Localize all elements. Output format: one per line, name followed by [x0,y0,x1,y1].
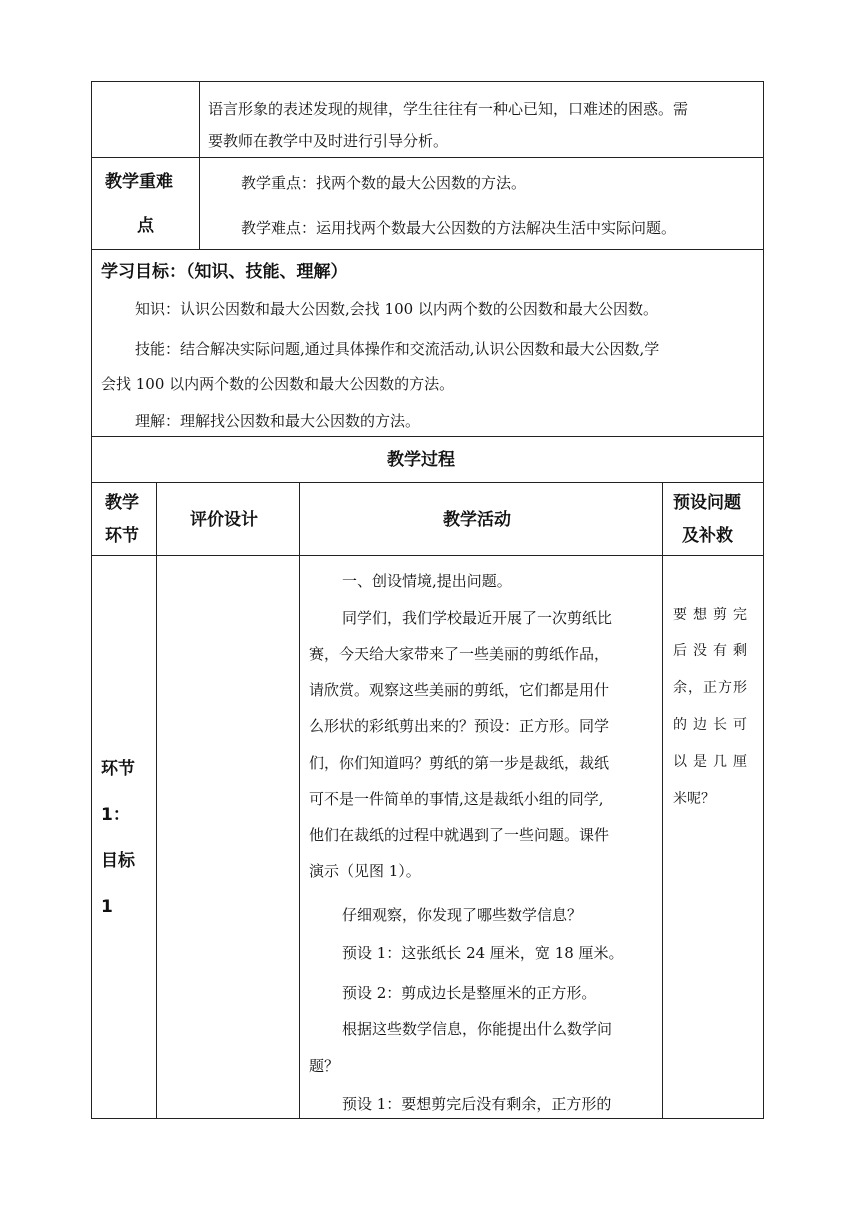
activity-line: 预设 1：这张纸长 24 厘米，宽 18 厘米。 [342,944,624,962]
activity-line: 请欣赏。观察这些美丽的剪纸，它们都是用什 [309,681,610,699]
objective-skill: 会找 100 以内两个数的公因数和最大公因数的方法。 [101,375,455,393]
activity-line: 他们在裁纸的过程中就遇到了一些问题。课件 [309,826,610,844]
activity-line: 同学们，我们学校最近开展了一次剪纸比 [342,609,613,627]
table-col-rule [662,482,663,1119]
table-rule [91,482,764,483]
difficulty-label: 教学重难 [105,172,173,192]
preset-note-line: 后没有剩 [673,643,753,659]
stage-label: 目标 [101,851,135,871]
header-activity: 教学活动 [443,510,511,530]
teaching-difficulty: 教学难点：运用找两个数最大公因数的方法解决生活中实际问题。 [241,219,677,237]
header-preset: 预设问题 [673,493,741,513]
table-rule [91,249,764,250]
table-border-top [91,81,764,82]
objective-understanding: 理解：理解找公因数和最大公因数的方法。 [135,412,421,430]
table-col-rule [156,482,157,1119]
table-rule [91,555,764,556]
activity-line: 么形状的彩纸剪出来的？预设：正方形。同学 [309,717,610,735]
preset-note-line: 的边长可 [673,717,753,733]
stage-label: 1 [101,897,113,917]
table-border-right [763,81,764,1119]
activity-line: 预设 2：剪成边长是整厘米的正方形。 [342,984,597,1002]
activity-line: 可不是一件简单的事情,这是裁纸小组的同学, [309,790,604,808]
process-title: 教学过程 [387,450,455,470]
table-border-bottom [91,1118,764,1119]
continued-text-line: 语言形象的表述发现的规律，学生往往有一种心已知，口难述的困惑。需 [208,100,689,118]
header-eval: 评价设计 [190,510,258,530]
activity-line: 根据这些数学信息，你能提出什么数学问 [342,1020,613,1038]
header-stage: 教学 [105,493,139,513]
table-rule [91,436,764,437]
preset-note-line: 以是几厘 [673,754,753,770]
objective-skill: 技能：结合解决实际问题,通过具体操作和交流活动,认识公因数和最大公因数,学 [135,340,660,358]
preset-note-line: 米呢？ [673,791,715,807]
header-stage: 环节 [105,526,139,546]
table-rule [91,157,764,158]
teaching-focus: 教学重点：找两个数的最大公因数的方法。 [241,174,527,192]
stage-label: 1： [101,805,130,825]
activity-line: 们，你们知道吗？剪纸的第一步是裁纸，裁纸 [309,754,610,772]
activity-line: 预设 1：要想剪完后没有剩余，正方形的 [342,1095,612,1113]
activity-line: 演示（见图 1）。 [309,862,421,880]
preset-note-line: 余，正方形 [673,680,748,696]
objectives-title: 学习目标：（知识、技能、理解） [101,262,348,282]
activity-line: 题？ [309,1057,340,1075]
objective-knowledge: 知识：认识公因数和最大公因数,会找 100 以内两个数的公因数和最大公因数。 [135,300,658,318]
table-col-rule [299,482,300,1119]
stage-label: 环节 [101,759,135,779]
difficulty-label: 点 [137,216,154,236]
header-preset: 及补救 [682,526,733,546]
activity-line: 仔细观察，你发现了哪些数学信息？ [342,906,583,924]
table-col-rule [199,81,200,250]
preset-note-line: 要想剪完 [673,607,753,623]
table-border-left [91,81,92,1119]
activity-line: 赛，今天给大家带来了一些美丽的剪纸作品， [309,645,610,663]
activity-line: 一、创设情境,提出问题。 [342,572,512,590]
continued-text-line: 要教师在教学中及时进行引导分析。 [208,132,449,150]
